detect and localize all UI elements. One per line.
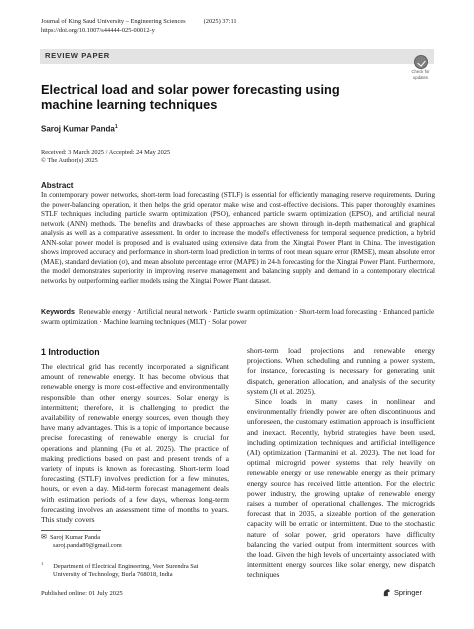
section-label: REVIEW PAPER — [45, 51, 110, 60]
affiliation — [41, 560, 198, 579]
badge-line1: Check for — [411, 69, 430, 74]
journal-header — [41, 18, 237, 35]
left-column — [41, 362, 229, 525]
abstract-heading: Abstract — [41, 181, 74, 190]
published-online: Published online: 01 July 2025 — [41, 590, 123, 597]
right-column — [247, 346, 435, 581]
intro-paragraph-2: Since loads in many cases in nonlinear and environmentally friendly power are often discontinuous and unforeseen, the customary estimation approach is insufficient and inexact. Recently, hybrid strategies have been used, including optimization techniques and artificial intelligence (AI) optimization (Tarmanini et al. 2023). The net load for optimal microgrid power systems that rely heavily on renewable energy or use renewable energy as their primary energy source has received little attention. For the electric power industry, the growing uptake of renewable energy raises a number of operational challenges. The microgrids forecast that in 2035, a sizeable portion of the generation capacity will be erratic or intermittent. Due to the stochastic nature of solar power, grid operators have difficulty balancing the varied output from intermittent sources with the load. Given the high levels of uncertainty associated with intermittent energy sources like solar energy, new dispatch techniques — [247, 397, 435, 580]
section-heading-introduction: 1 Introduction — [41, 347, 100, 357]
author-line — [41, 124, 118, 134]
check-updates-icon — [414, 55, 428, 69]
affiliation-line1: Department of Electrical Engineering, Veer Surendra Sai — [53, 563, 199, 571]
keywords — [41, 308, 435, 327]
corr-author-name: Saroj Kumar Panda — [50, 534, 101, 541]
corresponding-author — [41, 533, 122, 550]
intro-paragraph-1-cont: short-term load projections and renewable energy projections. When scheduling and running a power system, for instance, forecasting is necessary for generating unit dispatch, generation allocation, and analysis of the security system (Ji et al. 2025). — [247, 346, 435, 396]
article-dates — [41, 149, 170, 165]
intro-paragraph-1: The electrical grid has recently incorporated a significant amount of renewable energy. It has become obvious that renewable energy is more cost-effective and environmentally responsible than other energy sources. Solar energy is intermittent; therefore, it is challenging to predict the availability of renewable energy sources, even though they have many advantages. This is a topic of importance because precise forecasting of renewable energy is crucial for operations and planning (Fu et al. 2025). The practice of making predictions based on past and present trends of a variety of inputs is known as forecasting. Short-term load forecasting (STLF) involves prediction for a few minutes, hours, or even a day. Mid-term forecast management deals with estimation periods of a few days, whereas long-term forecasting involves an assessment time of months to years. This study covers — [41, 362, 229, 525]
section-label-bar — [40, 49, 434, 64]
envelope-icon: ✉ — [41, 533, 47, 541]
badge-line2: updates — [413, 74, 428, 80]
author-name: Saroj Kumar Panda — [41, 124, 115, 134]
affiliation-mark: 1 — [41, 561, 44, 566]
copyright-line: © The Author(s) 2025 — [41, 157, 98, 164]
author-affiliation-mark: 1 — [114, 124, 118, 130]
paper-title: Electrical load and solar power forecasting using machine learning techniques — [41, 82, 340, 112]
received-accepted: Received: 3 March 2025 / Accepted: 24 May 2025 — [41, 149, 171, 156]
journal-volume: (2025) 37:11 — [203, 18, 237, 25]
corr-author-email[interactable]: saroj.panda89@gmail.com — [53, 542, 122, 549]
abstract-text: In contemporary power networks, short-term load forecasting (STLF) is essential for efficiently managing reserve requirements. During the power-balancing operation, it then helps the grid operator make wise and cost-effective decisions. This paper thoroughly examines STLF techniques including particle swarm optimization (PSO), enhanced particle swarm optimization (EPSO), and artificial neural network (ANN) methods. The benefits and drawbacks of these approaches are shown through in-depth mathematical and graphical analysis as well as a comparative assessment. In order to increase the model's effectiveness for temporal sequence prediction, a hybrid ANN-solar power model is proposed and is evaluated using extensive data from the Xingtai Power Plant in China. The investigation shows improved accuracy and performance in short-term load prediction in terms of root mean square error (RMSE), mean absolute error (MAE), standard deviation (σ), and mean absolute percentage error (MAPE) in 24-h forecasting for the Xingtai Power Plant. Furthermore, the model demonstrates superiority in improving reserve management and balancing supply and demand in a contemporary electrical networks by outperforming earlier models using the Xingtai Power Plant dataset. — [41, 191, 435, 285]
publisher-mark — [382, 588, 422, 597]
check-for-updates-badge[interactable] — [407, 55, 434, 79]
publisher-name: Springer — [394, 588, 422, 597]
footnote-rule — [41, 530, 101, 531]
keywords-text: Renewable energy · Artificial neural network · Particle swarm optimization · Short-term load forecasting · Enhanced particle swarm optimization · Machine learning techniques (MLT) · Solar power — [41, 308, 435, 326]
journal-name: Journal of King Saud University – Engineering Sciences — [41, 18, 186, 25]
springer-horse-icon — [382, 588, 391, 597]
doi-link[interactable]: https://doi.org/10.1007/s44444-025-00012-y — [41, 26, 155, 34]
affiliation-line2: University of Technology, Burla 768018, India — [53, 571, 173, 579]
keywords-label: Keywords — [41, 308, 75, 316]
